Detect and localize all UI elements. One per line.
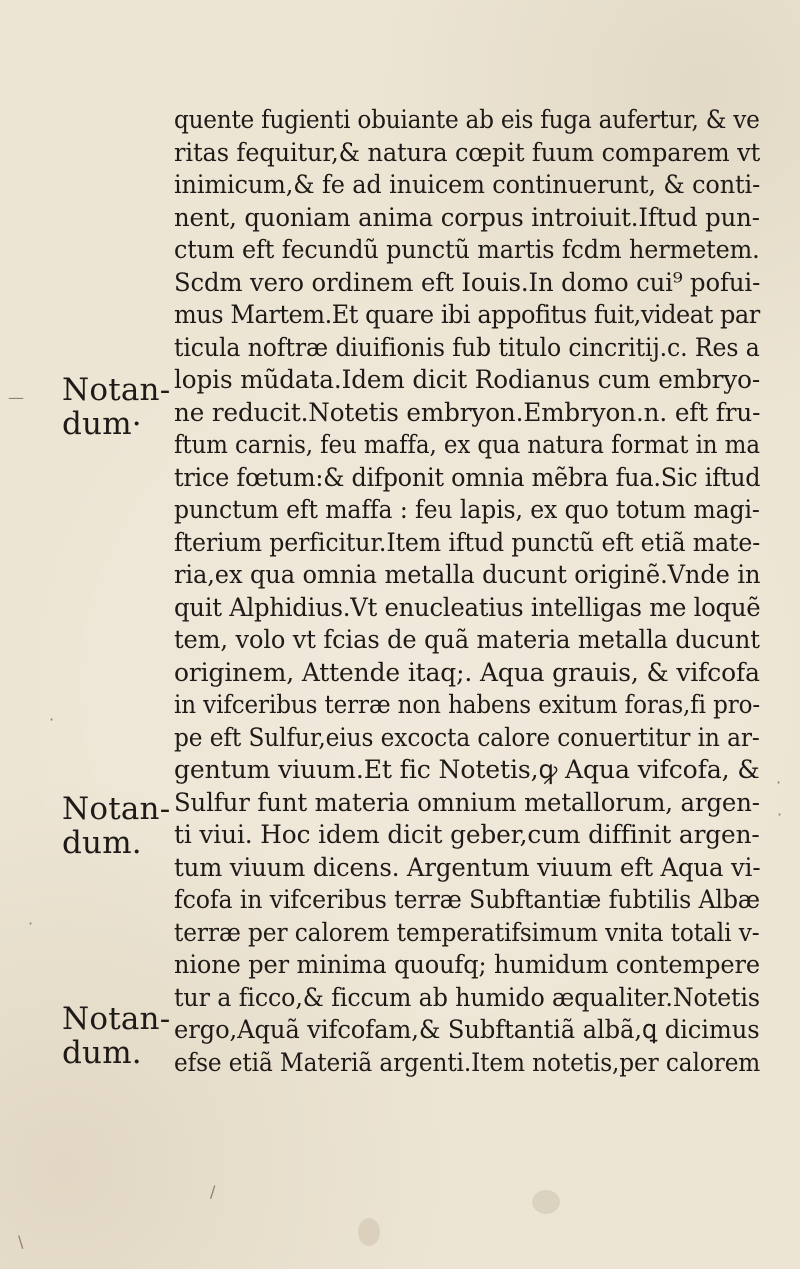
text-line-15: ria,ex qua omnia metalla ducunt originẽ.Vnde in: [174, 560, 761, 590]
text-line-11: ftum carnis, feu maffa, ex qua natura format in ma: [174, 430, 760, 460]
page-mark: ·: [49, 710, 55, 729]
text-line-29: ergo,Aquã vifcofam,& Subftantiã albã,ꝗ dicimus: [174, 1015, 760, 1045]
page-stain: [358, 1218, 380, 1246]
text-line-30: efse etiã Materiã argenti.Item notetis,per calorem: [174, 1047, 761, 1078]
page-mark: —: [8, 388, 24, 407]
text-line-14: fterium perficitur.Item iftud punctũ eft etiã mate-: [174, 527, 761, 558]
text-line-26: terræ per calorem temperatifsimum vnita totali v-: [174, 917, 760, 948]
main-text-block: [174, 104, 760, 1079]
text-line-13: punctum eft maffa : feu lapis, ex quo totum magi-: [174, 495, 760, 525]
page-stain: [532, 1190, 560, 1214]
text-line-2: ritas fequitur,& natura cœpit fuum comparem vt: [174, 137, 761, 168]
marginal-note-line: dum.: [62, 825, 142, 861]
marginal-note-3: [62, 1001, 171, 1071]
text-line-25: fcofa in vifceribus terræ Subftantiæ fubtilis Albæ: [174, 885, 760, 915]
page-mark: ·: [776, 773, 782, 792]
page-mark: /: [210, 1182, 216, 1201]
page-mark: ·: [777, 805, 783, 824]
text-line-21: gentum viuum.Et fic Notetis,ꝙ Aqua vifcofa, &: [174, 755, 760, 785]
marginal-note-line: Notan-: [62, 1001, 171, 1037]
text-line-24: tum viuum dicens. Argentum viuum eft Aqua vi-: [174, 852, 761, 883]
page-mark: ·: [28, 914, 34, 933]
text-line-6: Scdm vero ordinem eft Iouis.In domo cui⁹ pofui-: [174, 267, 761, 298]
text-line-5: ctum eft fecundũ punctũ martis fcdm hermetem.: [174, 235, 760, 265]
text-line-19: in vifceribus terræ non habens exitum foras,fi pro-: [174, 690, 761, 720]
marginal-note-line: Notan-: [62, 791, 171, 827]
text-line-28: tur a ficco,& ficcum ab humido æqualiter.Notetis: [174, 982, 760, 1013]
page-mark: \: [18, 1232, 24, 1251]
text-line-12: trice fœtum:& difponit omnia mẽbra fua.Sic iftud: [174, 462, 761, 493]
text-line-3: inimicum,& fe ad inuicem continuerunt, & conti-: [174, 170, 761, 200]
text-line-7: mus Martem.Et quare ibi appofitus fuit,videat par: [174, 300, 760, 330]
text-line-1: quente fugienti obuiante ab eis fuga aufertur, & ve: [174, 105, 760, 135]
text-line-4: nent, quoniam anima corpus introiuit.Iftud pun-: [174, 202, 760, 233]
text-line-9: lopis mũdata.Idem dicit Rodianus cum embryo-: [174, 365, 761, 395]
text-line-20: pe eft Sulfur,eius excocta calore conuertitur in ar-: [174, 722, 760, 753]
marginal-note-line: Notan-: [62, 372, 171, 408]
text-line-27: nione per minima quoufq; humidum contempere: [174, 950, 760, 980]
text-line-23: ti viui. Hoc idem dicit geber,cum diffinit argen-: [174, 820, 760, 850]
marginal-note-line: dum·: [62, 406, 142, 442]
text-line-18: originem, Attende itaq;. Aqua grauis, & vifcofa: [174, 657, 760, 688]
marginal-note-2: [62, 791, 171, 861]
marginal-note-line: dum.: [62, 1035, 142, 1071]
text-line-22: Sulfur funt materia omnium metallorum, argen-: [174, 787, 760, 818]
text-line-10: ne reducit.Notetis embryon.Embryon.n. eft fru-: [174, 397, 761, 428]
text-line-8: ticula noftræ diuifionis fub titulo cincritij.c. Res a: [174, 332, 760, 363]
text-line-16: quit Alphidius.Vt enucleatius intelligas me loquẽ: [174, 592, 761, 623]
text-line-17: tem, volo vt fcias de quã materia metalla ducunt: [174, 625, 760, 655]
marginal-note-1: [62, 372, 171, 442]
